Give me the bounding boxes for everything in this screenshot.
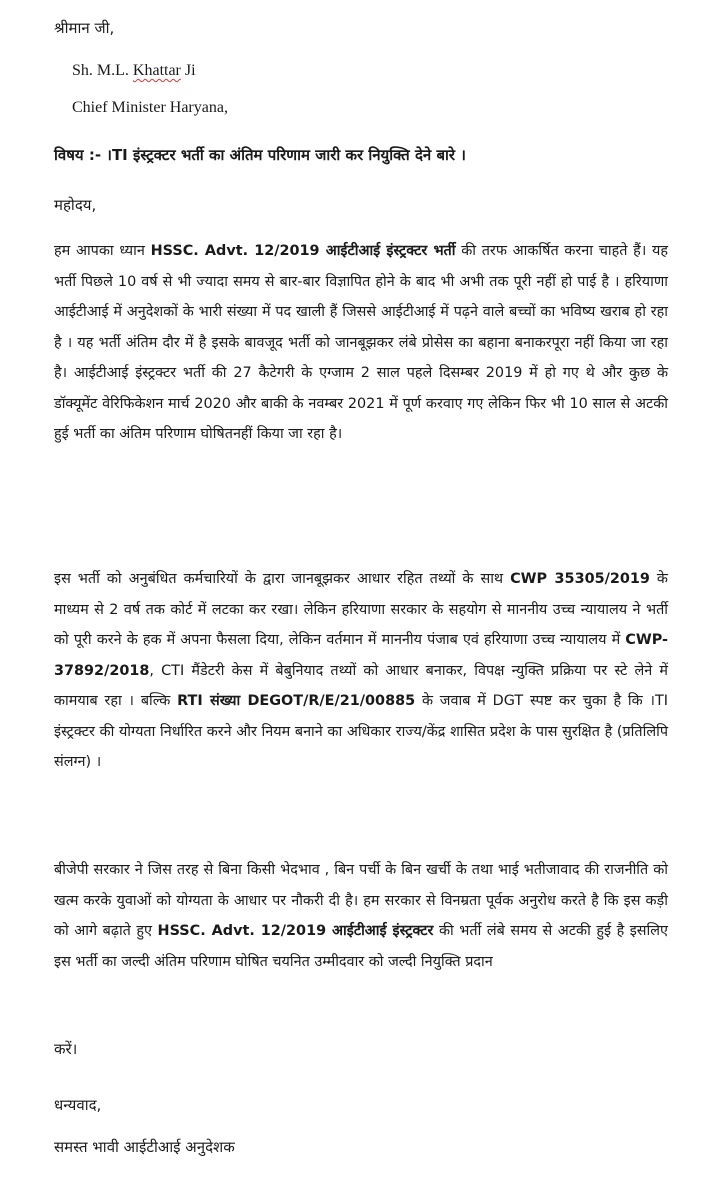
addressee-suffix: Ji bbox=[180, 62, 196, 79]
p2-text-c: , CTI मैंडेटरी केस में बेबुनियाद तथ्यों को आधार बनाकर, विपक्ष न्युक्ति प्रक्रिया पर स्टे लेने में कामयाब रहा । बल्कि bbox=[54, 662, 668, 709]
thanks-line: धन्यवाद, bbox=[54, 1096, 102, 1114]
p2-text-b: के माध्यम से 2 वर्ष तक कोर्ट में लटका कर रखा। लेकिन हरियाणा सरकार के सहयोग से माननीय उच्च न्यायालय ने भर्ती को पूरी करने के हक में अपना फैसला दिया, लेकिन वर्तमान में माननीय पंजाब एवं हरियाणा उच्च न्यायालय में bbox=[54, 571, 668, 648]
p2-text-d: के जवाब में DGT स्पष्ट कर चुका है कि ।TI इंस्ट्रक्टर की योग्यता निर्धारित करने और नियम बनाने का अधिकार राज्य/केंद्र शासित प्रदेश के पास सुरक्षित है (प्रतिलिपि संलग्न) । bbox=[54, 693, 668, 770]
paragraph-2 bbox=[54, 564, 668, 778]
signature: समस्त भावी आईटीआई अनुदेशक bbox=[54, 1138, 235, 1156]
p2-rti-reference: RTI संख्या DEGOT/R/E/21/00885 bbox=[177, 693, 416, 709]
addressee-surname: Khattar bbox=[132, 62, 181, 79]
p1-text-b: की तरफ आकर्षित करना चाहते हैं। यह भर्ती पिछले 10 वर्ष से भी ज्यादा समय से बार-बार विज्ञापित होने के बाद भी अभी तक पूरी नहीं हो पाई है । हरियाणा आईटीआई में अनुदेशकों के भारी संख्या में पद खाली हैं जिससे आईटीआई में पढ़ने वाले बच्चों का भविष्य खराब हो रहा है । यह भर्ती अंतिम दौर में है इसके बावजूद भर्ती को जानबूझकर लंबे प्रोसेस का बहाना बनाकरपूरा नहीं किया जा रहा है। आईटीआई इंस्ट्रक्टर भर्ती की 27 कैटेगरी के एग्जाम 2 साल पहले दिसम्बर 2019 में हो गए थे और कुछ के डॉक्यूमेंट वेरिफिकेशन मार्च 2020 और बाकी के नवम्बर 2021 में पूर्ण करवाए गए लेकिन फिर भी 10 साल से अटकी हुई भर्ती का अंतिम परिणाम घोषितनहीं किया जा रहा है। bbox=[54, 243, 668, 442]
p2-cwp-reference-1: CWP 35305/2019 bbox=[510, 571, 650, 587]
addressee-title: Chief Minister Haryana, bbox=[72, 99, 228, 116]
p2-text-a: इस भर्ती को अनुबंधित कर्मचारियों के द्वारा जानबूझकर आधार रहित तथ्यों के साथ bbox=[54, 571, 511, 587]
closing-request: करें। bbox=[54, 1040, 78, 1058]
addressee-name bbox=[72, 62, 196, 80]
subject-line: विषय :- ।TI इंस्ट्रक्टर भर्ती का अंतिम परिणाम जारी कर नियुक्ति देने बारे । bbox=[54, 146, 466, 164]
p3-text-b: की भर्ती लंबे समय से अटकी हुई है इसलिए इस भर्ती का जल्दी अंतिम परिणाम घोषित चयनित उम्मीदवार को जल्दी नियुक्ति प्रदान bbox=[54, 923, 668, 970]
addressee-prefix: Sh. M.L. bbox=[72, 62, 133, 79]
p3-advt-reference: HSSC. Advt. 12/2019 आईटीआई इंस्ट्रक्टर bbox=[157, 923, 434, 939]
paragraph-3 bbox=[54, 855, 668, 977]
salutation: श्रीमान जी, bbox=[54, 19, 115, 37]
greeting: महोदय, bbox=[54, 196, 97, 214]
p2-cwp-reference-2: CWP-37892/2018 bbox=[54, 632, 668, 679]
p1-advt-reference: HSSC. Advt. 12/2019 आईटीआई इंस्ट्रक्टर भर्ती bbox=[150, 243, 456, 259]
paragraph-1 bbox=[54, 236, 668, 450]
p3-text-a: बीजेपी सरकार ने जिस तरह से बिना किसी भेदभाव , बिन पर्ची के बिन खर्ची के तथा भाई भतीजावाद की राजनीति को खत्म करके युवाओं को योग्यता के आधार पर नौकरी दी है। हम सरकार से विनम्रता पूर्वक अनुरोध करते है कि इस कड़ी को आगे बढ़ाते हुए bbox=[54, 862, 668, 939]
p1-text-a: हम आपका ध्यान bbox=[54, 243, 151, 259]
